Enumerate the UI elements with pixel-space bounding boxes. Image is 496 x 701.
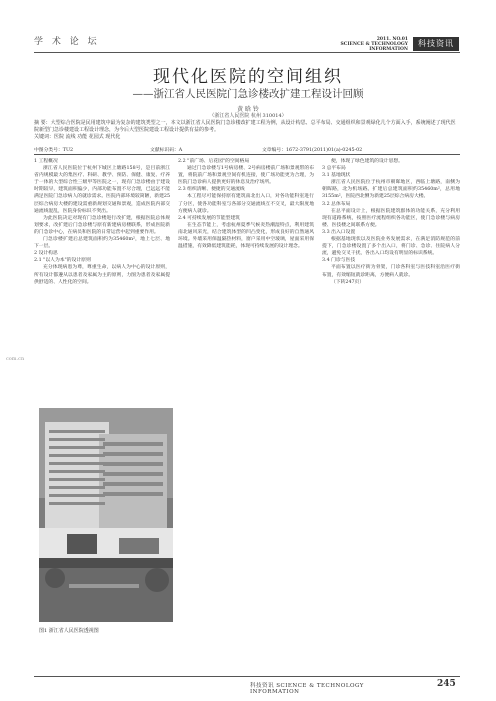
body-paragraph: 为此医院决定对现有门急诊楼进行改扩建，根据医院总体规划要求，改扩建后门急诊楼与原有新建病房楼联系，形成医院新的门急诊中心，在病员和医院的日常运营中起到重要作用。 (34, 215, 170, 235)
journal-badge: 科技资讯 (413, 37, 459, 51)
journal-issue: 2011. NO.01 (376, 37, 408, 42)
section-heading: 2.3 组织清晰、便捷的交通流线 (178, 187, 245, 193)
body-paragraph: 门急诊楼扩建后总建筑面积约为35460m²，地上七层、地下一层。 (34, 237, 170, 250)
footer-rule (34, 676, 460, 677)
body-paragraph: 浙江省人民医院位于杭州下城区上塘路158号，是目前浙江省内规模最大的集医疗、科研、教学、预防、保健、康复、疗养于一体的大型综合性三级甲等医院之一，现有门急诊楼由于建设时期较早，建筑面积偏少，内部功能布置不尽合理，已远远不能满足医院门急诊病人的就诊需求。医院内部环境较简陋，新建25层综合病房大楼的建设需重新规划交通和景观，造成医院内部交通流线混乱，医院身份标识不突出。 (34, 166, 170, 214)
keywords: 关键词：医院 流线 功能 花园式 现代化 (34, 134, 121, 140)
author: 黄 晗 铃 (237, 106, 259, 113)
body-paragraph: 通过门急诊楼与1号病房楼、2号病房楼前广场和景观带的布置，将院前广场和景观空间有机连接，使广场功能更为合理，为医院门急诊病人提供更好的休息及治疗场所。 (178, 166, 314, 186)
section-heading: 3 总平布局 (322, 166, 346, 172)
column-2 (178, 158, 314, 618)
journal-header (318, 37, 408, 52)
affiliation: （浙江省人民医院 杭州 310014） (209, 113, 287, 119)
section-heading: 3.2 总体布局 (322, 201, 351, 207)
section-label: 学 术 论 坛 (34, 37, 100, 47)
abstract-block (34, 120, 460, 141)
abstract-rule (34, 154, 460, 155)
hospital-rendering-illustration (39, 408, 173, 622)
journal-english-name: SCIENCE & TECHNOLOGY INFORMATION (340, 42, 408, 52)
document-code: 文献标识码：A (150, 148, 183, 153)
section-heading: 2.1 "以人为本"的设计原则 (34, 258, 91, 264)
body-paragraph: 平面布置以医疗街为骨架，门诊各科室与医技科室沿医疗街布置，有效缩短就诊距离，方便病人就诊。 (322, 265, 460, 278)
article-title: 现代化医院的空间组织 (153, 67, 343, 87)
section-heading: 2.2 "前广场、后花园"的空间格局 (178, 159, 250, 164)
section-heading: 3.3 出入口设置 (322, 229, 356, 235)
watermark: com.cn (6, 356, 25, 362)
body-paragraph: 根据基地现状以及医院业务发展需求，在满足消防规范的前提下，门急诊楼设置了多个出入口，将门诊、急诊、住院病人分流，避免交叉干扰，各出入口均设有明显的标识系统。 (322, 237, 460, 257)
figure-caption: 图1 浙江省人民医院透视图 (39, 628, 99, 634)
column-1 (34, 158, 170, 404)
body-paragraph: 在生态节能上，考虑杭州夏季气候炎热潮湿特点，利用建筑南北通风采光，结合建筑体型的凹凸变化，形成良好的自然通风环境。外墙采用保温隔热材料，窗户采用中空玻璃，屋面采用保温措施，有效降低建筑能耗，体现可持续发展的设计理念。 (178, 222, 314, 250)
body-paragraph: （下转247页） (331, 279, 365, 285)
section-heading: 1 工程概况 (34, 159, 58, 164)
section-heading: 2 设计构思 (34, 251, 58, 257)
article-subtitle: ——浙江省人民医院门急诊楼改扩建工程设计回顾 (132, 88, 364, 100)
column-3 (322, 158, 460, 668)
section-heading: 2.4 可持续发展的节能型建筑 (178, 215, 240, 221)
body-paragraph: 本工程尽可能保持原有建筑南北出入口，对各功能科室进行了分区，使各功能科室与各部分交通流线互不交叉，最大限度地方便病人就诊。 (178, 194, 314, 214)
hospital-rendering-image (39, 408, 173, 622)
body-paragraph: 充分体现病患为尊，尊重生命，以病人为中心的设计原则，所有设计都遵从以患者及家属为主的原则，力图为患者及家属提供舒适的、人性化的空间。 (34, 265, 170, 285)
footer-journal-line: 科技资讯 SCIENCE & TECHNOLOGY INFORMATION (250, 683, 364, 695)
body-paragraph: 在总平面设计上，根据医院建筑群体的功能关系，充分利用现有道路系统，按照医疗流程组织各功能区，使门急诊楼与病房楼、医技楼之间联系方便。 (322, 208, 460, 228)
section-heading: 3.1 基地现状 (322, 173, 351, 179)
page-number: 245 (437, 679, 456, 689)
body-paragraph: 便，体现了绿色建筑的设计思想。 (331, 159, 403, 164)
header-rule (34, 52, 460, 53)
body-paragraph: 浙江省人民医院位于杭州市朝晖地区，西临上塘路，南侧为朝晖路，北为机场路。扩建后总建筑面积约35460m²，总用地3155m²，医院西北侧为新建25层综合病房大楼。 (322, 180, 460, 200)
clc-number: 中图分类号：TU2 (34, 148, 74, 153)
article-number: 文章编号：1672-3791(2011)01(a)-0245-02 (262, 148, 363, 153)
section-heading: 3.4 门诊与医技 (322, 258, 356, 264)
abstract: 摘 要：大型综合医院是民用建筑中最为复杂的建筑类型之一，本文以浙江省人民医院门急诊楼改扩建工程为例，从设计构思、总平布局、交通组织和景观绿化几个方面入手，系统阐述了现代医院新型门急诊楼建设工程设计理念，为今后大型医院建设工程设计提供有益的参考。 (34, 120, 456, 133)
